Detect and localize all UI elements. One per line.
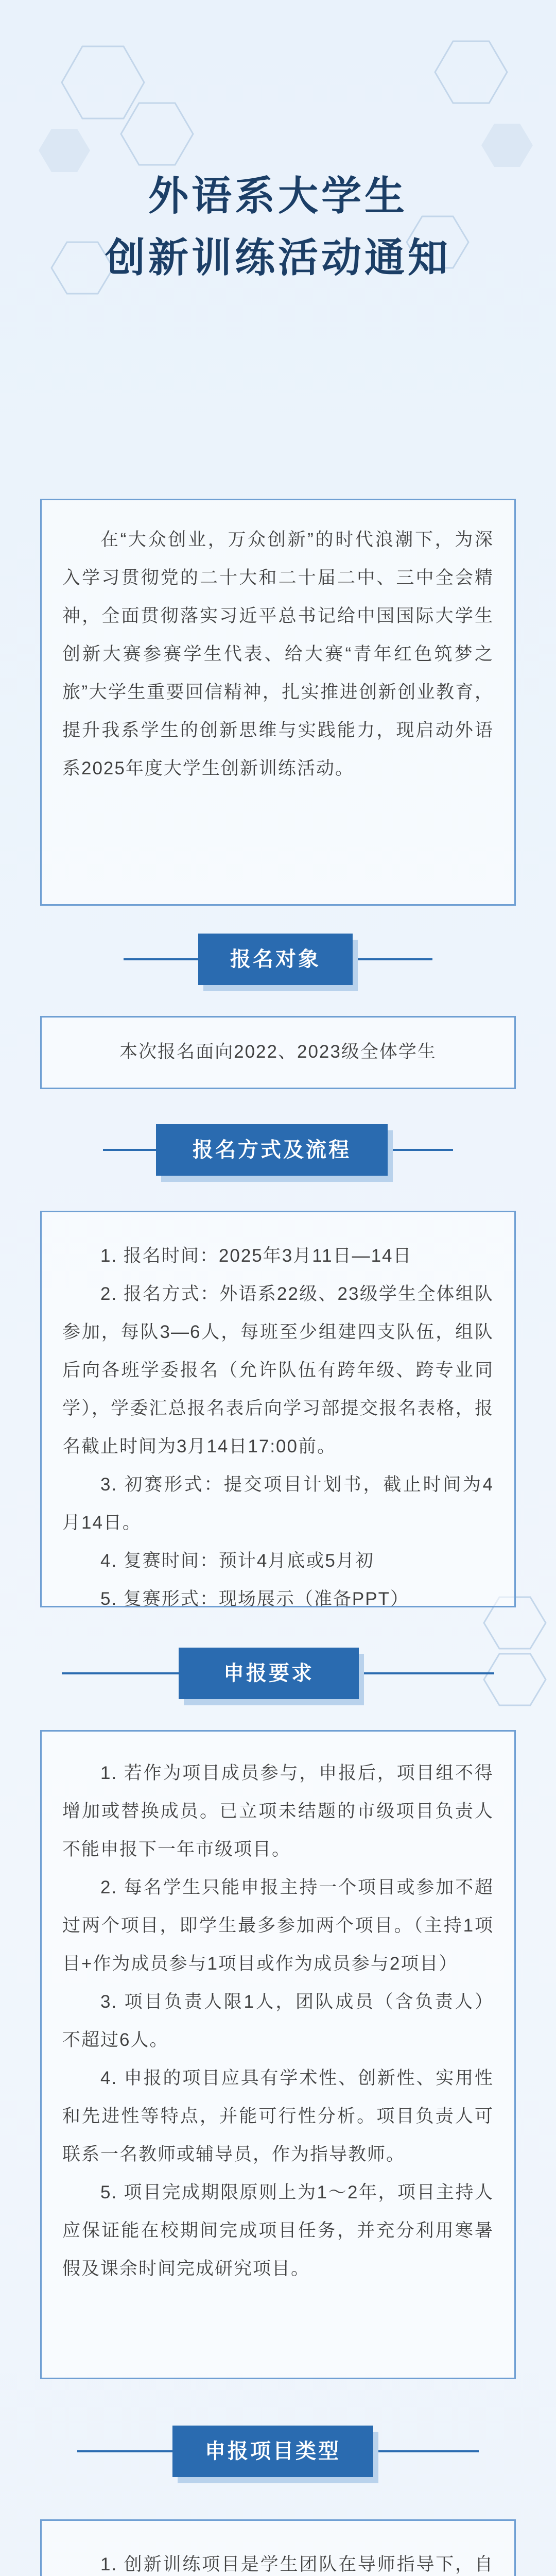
process-item-2: 2. 报名方式：外语系22级、23级学生全体组队参加，每队3—6人，每班至少组建四支队伍，组队后向各班学委报名（允许队伍有跨年级、跨专业同学），学委汇总报名表后向学习部提交报名表格，报名截止时间为3月14日17:00前。 bbox=[62, 1284, 494, 1456]
page-title-line-2: 创新训练活动通知 bbox=[105, 235, 451, 281]
process-item-4: 4. 复赛时间：预计4月底或5月初 bbox=[100, 1551, 374, 1571]
section-label-process: 报名方式及流程 bbox=[156, 1124, 388, 1176]
intro-box bbox=[40, 499, 516, 906]
section-label-target: 报名对象 bbox=[198, 934, 353, 985]
type-item-1: 1. 创新训练项目是学生团队在导师指导下，自 bbox=[100, 2554, 494, 2574]
process-item-3: 3. 初赛形式：提交项目计划书，截止时间为4月14日。 bbox=[62, 1475, 494, 1533]
section-label-requirements: 申报要求 bbox=[179, 1648, 359, 1699]
requirements-box bbox=[40, 1730, 516, 2379]
intro-paragraph: 在“大众创业，万众创新”的时代浪潮下，为深入学习贯彻党的二十大和二十届二中、三中全会精神，全面贯彻落实习近平总书记给中国国际大学生创新大赛参赛学生代表、给大赛“青年红色筑梦之旅”大学生重要回信精神，扎实推进创新创业教育，提升我系学生的创新思维与实践能力，现启动外语系2025年度大学生创新训练活动。 bbox=[62, 530, 494, 778]
process-item-5: 5. 复赛形式：现场展示（准备PPT） bbox=[100, 1589, 409, 1609]
requirement-item-3: 3. 项目负责人限1人，团队成员（含负责人）不超过6人。 bbox=[62, 1992, 494, 2050]
target-box bbox=[40, 1016, 516, 1089]
section-title-process bbox=[0, 1124, 556, 1176]
requirement-item-5: 5. 项目完成期限原则上为1～2年，项目主持人应保证能在校期间完成项目任务，并充分利用寒暑假及课余时间完成研究项目。 bbox=[62, 2182, 494, 2279]
process-box bbox=[40, 1211, 516, 1607]
section-title-requirements bbox=[0, 1648, 556, 1699]
requirement-item-2: 2. 每名学生只能申报主持一个项目或参加不超过两个项目，即学生最多参加两个项目。（主持1项目+作为成员参与1项目或作为成员参与2项目） bbox=[62, 1877, 494, 1974]
requirement-item-1: 1. 若作为项目成员参与，申报后，项目组不得增加或替换成员。已立项未结题的市级项目负责人不能申报下一年市级项目。 bbox=[62, 1763, 494, 1859]
types-box bbox=[40, 2519, 516, 2576]
process-item-1: 1. 报名时间：2025年3月11日—14日 bbox=[100, 1246, 412, 1266]
section-label-types: 申报项目类型 bbox=[172, 2426, 373, 2477]
section-title-types bbox=[0, 2426, 556, 2477]
target-text: 本次报名面向2022、2023级全体学生 bbox=[119, 1042, 437, 1062]
section-title-target bbox=[0, 934, 556, 985]
requirement-item-4: 4. 申报的项目应具有学术性、创新性、实用性和先进性等特点，并能可行性分析。项目负责人可联系一名教师或辅导员，作为指导教师。 bbox=[62, 2068, 494, 2164]
page-title-line-1: 外语系大学生 bbox=[148, 173, 408, 219]
